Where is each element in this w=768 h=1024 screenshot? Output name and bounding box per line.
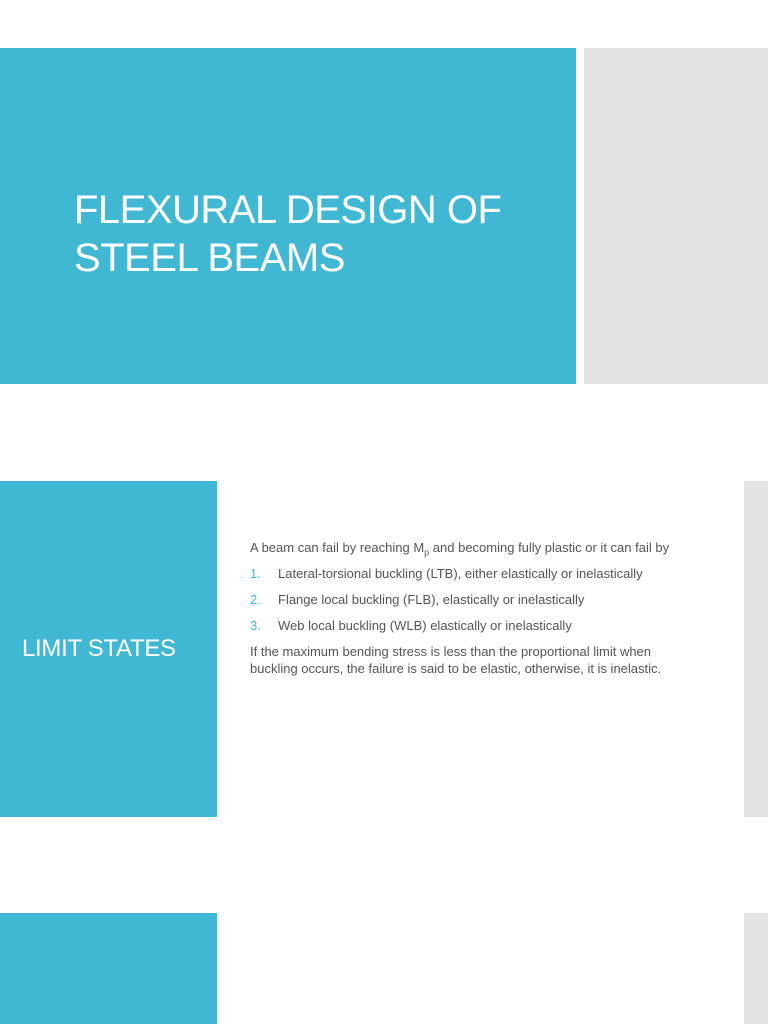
list-item [250,565,700,582]
list-item [250,617,700,634]
list-item-number: 3. [250,618,261,633]
limit-states-side-strip [744,481,768,817]
list-item-text: Web local buckling (WLB) elastically or inelastically [278,618,572,633]
list-item-text: Lateral-torsional buckling (LTB), either elastically or inelastically [278,566,643,581]
list-item [250,591,700,608]
list-item-text: Flange local buckling (FLB), elastically or inelastically [278,592,585,607]
next-slide-panel [0,913,217,1024]
limit-states-body [250,539,700,686]
slide-title-line-1: FLEXURAL DESIGN OF [74,188,502,232]
intro-subscript: p [424,547,430,558]
next-slide-side-strip [744,913,768,1024]
list-item-number: 2. [250,592,261,607]
title-slide-side-panel [584,48,768,384]
limit-states-heading: LIMIT STATES [22,635,176,662]
slide-title [74,186,564,282]
limit-states-list [250,565,700,634]
intro-text-start: A beam can fail by reaching M [250,540,425,555]
closing-paragraph: If the maximum bending stress is less than the proportional limit when buckling occurs, the failure is said to be elastic, otherwise, it is inelastic. [250,644,662,676]
list-item-number: 1. [250,566,261,581]
intro-text-end: and becoming fully plastic or it can fail by [429,540,670,555]
slide-title-line-2: STEEL BEAMS [74,236,345,280]
intro-paragraph [250,539,700,556]
